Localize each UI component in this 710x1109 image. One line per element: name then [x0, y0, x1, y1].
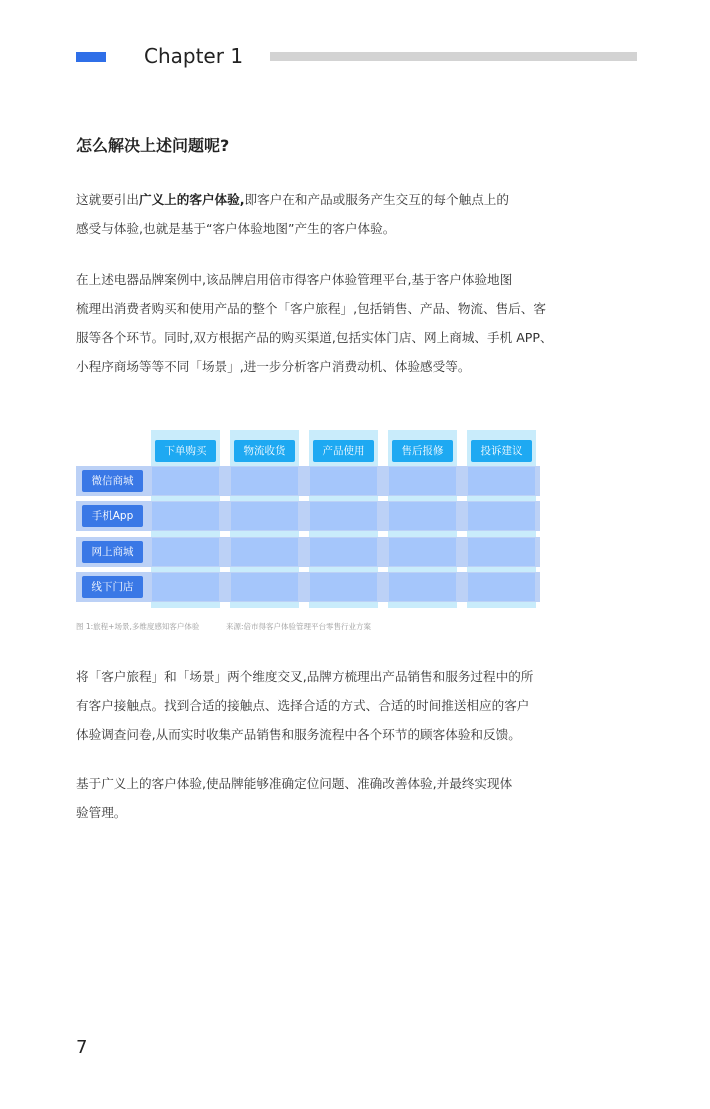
matrix-cell — [152, 502, 219, 530]
matrix-cell — [231, 502, 298, 530]
paragraph-line: 体验调查问卷,从而实时收集产品销售和服务流程中各个环节的顾客体验和反馈。 — [76, 727, 521, 742]
matrix-cell — [310, 502, 377, 530]
matrix-cell — [310, 538, 377, 566]
scene-offline-store: 线下门店 — [82, 576, 143, 598]
paragraph-definition — [76, 185, 636, 243]
text-run: 即客户在和产品或服务产生交互的每个触点上的 — [244, 192, 509, 207]
matrix-cell — [389, 502, 456, 530]
paragraph-line: 有客户接触点。找到合适的接触点、选择合适的方式、合适的时间推送相应的客户 — [76, 698, 530, 713]
matrix-cell — [468, 467, 535, 495]
paragraph-line: 验管理。 — [76, 805, 127, 820]
matrix-cell — [389, 573, 456, 601]
text-run: 这就要引出 — [76, 192, 139, 207]
matrix-cell — [468, 573, 535, 601]
journey-stage-repair: 售后报修 — [392, 440, 453, 462]
section-heading: 怎么解决上述问题呢? — [76, 136, 230, 155]
matrix-cell — [310, 573, 377, 601]
matrix-cell — [231, 467, 298, 495]
figure-source: 来源:倍市得客户体验管理平台零售行业方案 — [226, 622, 372, 631]
chapter-accent-bar — [76, 52, 106, 62]
paragraph-line: 小程序商场等等不同「场景」,进一步分析客户消费动机、体验感受等。 — [76, 359, 471, 374]
chapter-title: Chapter 1 — [144, 44, 244, 68]
paragraph-line: 感受与体验,也就是基于“客户体验地图”产生的客户体验。 — [76, 221, 396, 236]
paragraph-line: 将「客户旅程」和「场景」两个维度交叉,品牌方梳理出产品销售和服务过程中的所 — [76, 669, 534, 684]
matrix-cell — [468, 538, 535, 566]
matrix-cell — [310, 467, 377, 495]
paragraph-line: 基于广义上的客户体验,使品牌能够准确定位问题、准确改善体验,并最终实现体 — [76, 776, 513, 791]
chapter-divider — [270, 52, 637, 61]
paragraph-case-study — [76, 265, 636, 381]
journey-stage-usage: 产品使用 — [313, 440, 374, 462]
journey-stage-delivery: 物流收货 — [234, 440, 295, 462]
paragraph-line: 服等各个环节。同时,双方根据产品的购买渠道,包括实体门店、网上商城、手机 APP、 — [76, 330, 553, 345]
matrix-cell — [152, 573, 219, 601]
scene-mobile-app: 手机App — [82, 505, 143, 527]
bold-term: 广义上的客户体验, — [138, 192, 245, 207]
paragraph-line: 在上述电器品牌案例中,该品牌启用倍市得客户体验管理平台,基于客户体验地图 — [76, 272, 513, 287]
paragraph-line: 梳理出消费者购买和使用产品的整个「客户旅程」,包括销售、产品、物流、售后、客 — [76, 301, 546, 316]
matrix-cell — [231, 538, 298, 566]
paragraph-touchpoints — [76, 662, 636, 749]
scene-online-mall: 网上商城 — [82, 541, 143, 563]
matrix-cell — [389, 467, 456, 495]
figure-caption: 图 1:旅程+场景,多维度感知客户体验 — [76, 622, 200, 631]
matrix-cell — [389, 538, 456, 566]
journey-stage-order: 下单购买 — [155, 440, 216, 462]
paragraph-conclusion — [76, 769, 636, 827]
paragraph-line — [76, 185, 636, 214]
scene-wechat-mall: 微信商城 — [82, 470, 143, 492]
journey-scene-matrix — [76, 430, 546, 610]
page-number: 7 — [76, 1037, 88, 1058]
matrix-cell — [152, 538, 219, 566]
matrix-cell — [231, 573, 298, 601]
journey-stage-complaint: 投诉建议 — [471, 440, 532, 462]
matrix-cell — [468, 502, 535, 530]
matrix-cell — [152, 467, 219, 495]
